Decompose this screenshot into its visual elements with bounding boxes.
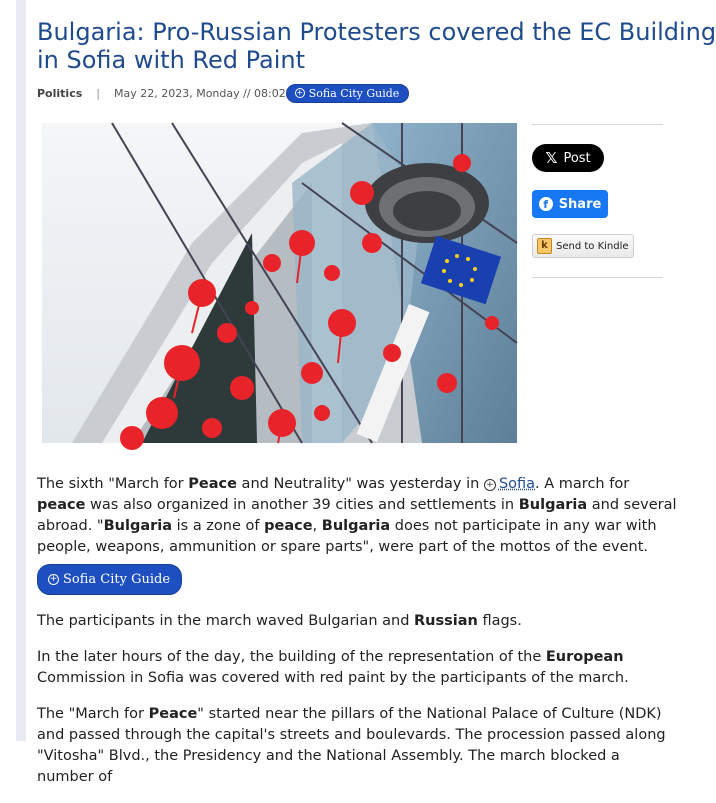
article-date: May 22, 2023, Monday // 08:02 — [113, 86, 286, 100]
facebook-share-label: Share — [558, 196, 602, 212]
left-rail — [16, 0, 26, 741]
title-line-2: in Sofia with Red Paint — [37, 46, 306, 74]
city-guide-row — [37, 564, 677, 595]
city-guide-button-inline[interactable] — [37, 564, 182, 595]
x-post-label: Post — [563, 150, 591, 166]
paragraph-1: The sixth "March for Peace and Neutrality" was yesterday in + Sofia. A march for peace was also organized in another 39 cities and settlements in Bulgaria and several abroad. "Bulgaria is a zone of peace, Bulgaria does not participate in any war with people, weapons, ammunition or spare parts", were part of the mottos of the event. — [37, 476, 677, 555]
facebook-share-button[interactable] — [532, 190, 608, 218]
paragraph-3: In the later hours of the day, the building of the representation of the European Commission in Sofia was covered with red paint by the participants of the march. — [37, 649, 629, 686]
title-line-1: Bulgaria: Pro-Russian Protesters covered the EC Building — [37, 18, 716, 46]
article-meta — [37, 84, 409, 102]
ec-building-illustration — [42, 123, 517, 443]
send-to-kindle-label: Send to Kindle — [556, 240, 629, 252]
sofia-link[interactable]: + Sofia — [484, 476, 535, 492]
plus-circle-icon: + — [296, 88, 304, 97]
share-divider-top — [532, 124, 663, 125]
category-link[interactable]: Politics — [37, 86, 83, 100]
meta-separator: | — [96, 86, 100, 100]
city-guide-label: Sofia City Guide — [308, 86, 400, 100]
article-title — [37, 18, 716, 74]
article-photo — [42, 123, 517, 443]
send-to-kindle-button[interactable] — [532, 234, 634, 258]
x-logo-icon: 𝕏 — [545, 149, 558, 167]
city-guide-button-top[interactable] — [286, 84, 410, 103]
kindle-logo-icon: k — [537, 238, 552, 254]
paragraph-4: The "March for Peace" started near the pillars of the National Palace of Culture (NDK) and passed through the capital's streets and boulevards. The procession passed along "Vitosha" Blvd., the Presidency and the National Assembly. The march blocked a number of — [37, 706, 666, 785]
plus-circle-icon: + — [49, 574, 58, 584]
city-guide-label: Sofia City Guide — [63, 572, 171, 587]
plus-circle-icon: + — [484, 479, 496, 491]
paragraph-2: The participants in the march waved Bulgarian and Russian flags. — [37, 613, 522, 629]
x-post-button[interactable] — [532, 144, 604, 172]
facebook-logo-icon: f — [539, 197, 553, 211]
article-body — [37, 474, 677, 803]
share-divider-bottom — [532, 277, 663, 278]
